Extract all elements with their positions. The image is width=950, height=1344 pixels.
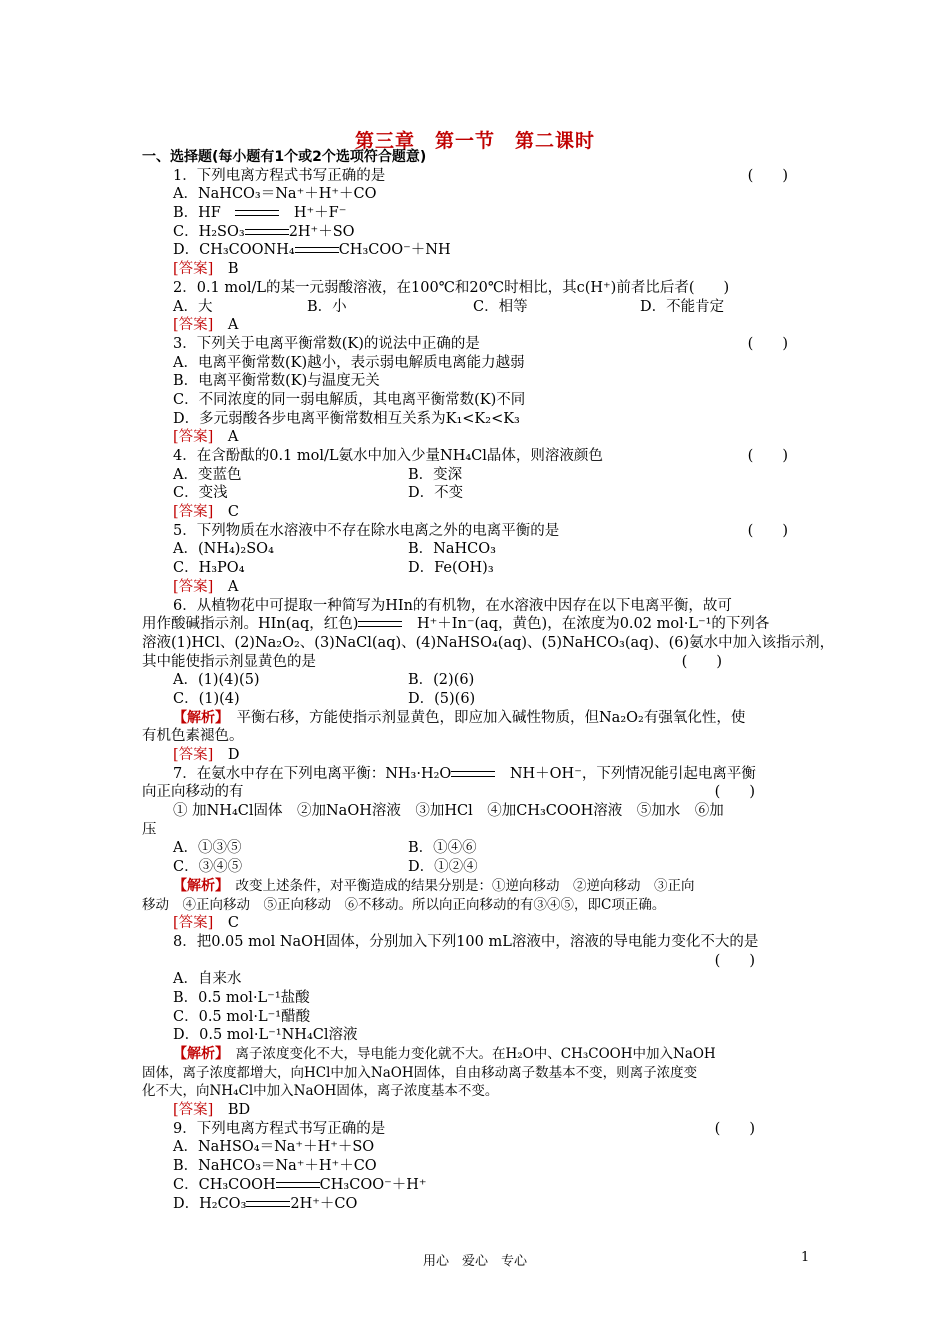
- q1-option-d: D．CH₃COONH₄ CH₃COO⁻＋NH: [173, 242, 451, 259]
- q3-option-d: D．多元弱酸各步电离平衡常数相互关系为K₁<K₂<K₃: [173, 410, 520, 427]
- reversible-arrow-icon: [451, 768, 495, 780]
- page-title: 第三章 第一节 第二课时: [354, 130, 595, 152]
- question-7-line: 7．在氨水中存在下列电离平衡：NH₃·H₂O NH＋OH⁻，下列情况能引起电离平衡: [173, 765, 756, 782]
- question-2-stem: 2．0.1 mol/L的某一元弱酸溶液，在100℃和20℃时相比，其c(H⁺)前者比后者( ): [173, 279, 730, 296]
- q9-option-c: C．CH₃COOH CH₃COO⁻＋H⁺: [173, 1176, 427, 1193]
- q5-options-ab: A．(NH₄)₂SO₄ B．NaHCO₃: [173, 541, 496, 558]
- section-heading: 一、选择题(每小题有1个或2个选项符合题意): [142, 149, 427, 165]
- question-8-stem: 8．把0.05 mol NaOH固体，分别加入下列100 mL溶液中，溶液的导电能力变化不大的是: [173, 933, 759, 950]
- q2-answer: [答案] A: [173, 317, 239, 334]
- q1-option-b: B．HF H⁺＋F⁻: [173, 205, 347, 222]
- answer-paren: ( ): [747, 448, 788, 464]
- question-8-paren: [142, 952, 810, 971]
- q1-answer: [答案] B: [173, 261, 239, 278]
- question-7-line: ① 加NH₄Cl固体 ②加NaOH溶液 ③加HCl ④加CH₃COOH溶液 ⑤加水 ⑥加: [173, 803, 724, 820]
- answer-paren: ( ): [747, 167, 788, 184]
- q7-answer: [答案] C: [173, 915, 239, 932]
- answer-paren: ( ): [747, 335, 788, 352]
- q8-option-d: D．0.5 mol·L⁻¹NH₄Cl溶液: [173, 1027, 358, 1044]
- q8-option-a: A．自来水: [173, 971, 242, 988]
- q6-options-cd: C．(1)(4) D．(5)(6): [173, 690, 476, 707]
- reversible-arrow-icon: [246, 1198, 290, 1210]
- q6-analysis: 有机色素褪色。: [142, 728, 244, 745]
- q8-analysis: 固体，离子浓度都增大，向HCl中加入NaOH固体，自由移动离子数基本不变，则离子浓度变: [142, 1064, 698, 1081]
- reversible-arrow-icon: [276, 1179, 320, 1191]
- q8-answer: [答案] BD: [173, 1102, 251, 1119]
- q7-analysis: 移动 ④正向移动 ⑤正向移动 ⑥不移动。所以向正向移动的有③④⑤，即C项正确。: [142, 896, 666, 913]
- q7-options-cd: C．③④⑤ D．①②④: [173, 859, 478, 876]
- answer-paren: ( ): [714, 784, 755, 801]
- reversible-arrow-icon: [295, 244, 339, 256]
- q3-option-a: A．电离平衡常数(K)越小，表示弱电解质电离能力越弱: [173, 354, 525, 371]
- question-4-stem: 4．在含酚酞的0.1 mol/L氨水中加入少量NH₄Cl晶体，则溶液颜色 ( ): [173, 448, 788, 464]
- reversible-arrow-icon: [358, 618, 402, 630]
- q9-option-a: A．NaHSO₄＝Na⁺＋H⁺＋SO: [173, 1139, 375, 1156]
- q8-option-c: C．0.5 mol·L⁻¹醋酸: [173, 1008, 311, 1025]
- page-number: 1: [801, 1250, 810, 1265]
- q5-answer: [答案] A: [173, 578, 239, 595]
- question-1-stem: 1．下列电离方程式书写正确的是 ( ): [173, 167, 788, 184]
- q9-option-b: B．NaHCO₃＝Na⁺＋H⁺＋CO: [173, 1158, 377, 1175]
- question-6-line: 溶液(1)HCl、(2)Na₂O₂、(3)NaCl(aq)、(4)NaHSO₄(aq)、(5)NaHCO₃(aq)、(6)氨水中加入该指示剂，: [142, 634, 835, 651]
- q6-answer: [答案] D: [173, 747, 240, 763]
- q1-option-a: A．NaHCO₃＝Na⁺＋H⁺＋CO: [173, 186, 377, 203]
- question-6-line: 用作酸碱指示剂。HIn(aq，红色) H⁺＋In⁻(aq，黄色)，在浓度为0.02 mol·L⁻¹的下列各: [142, 616, 770, 633]
- q4-options-ab: A．变蓝色 B．变深: [173, 466, 463, 483]
- question-5-stem: 5．下列物质在水溶液中不存在除水电离之外的电离平衡的是 ( ): [173, 522, 788, 539]
- question-6-line: 其中能使指示剂显黄色的是 ( ): [142, 653, 722, 670]
- question-6-line: 6．从植物花中可提取一种简写为HIn的有机物，在水溶液中因存在以下电离平衡，故可: [173, 597, 732, 614]
- q9-option-d: D．H₂CO₃ 2H⁺＋CO: [173, 1195, 358, 1212]
- question-7-line: 向正向移动的有 ( ): [142, 784, 755, 801]
- q6-analysis: 【解析】 平衡右移，方能使指示剂显黄色，即应加入碱性物质，但Na₂O₂有强氧化性，使: [173, 709, 746, 726]
- answer-paren: ( ): [747, 522, 788, 539]
- q8-analysis: 【解析】 离子浓度变化不大，导电能力变化就不大。在H₂O中、CH₃COOH中加入NaOH: [173, 1046, 716, 1062]
- question-3-stem: 3．下列关于电离平衡常数(K)的说法中正确的是 ( ): [173, 335, 788, 352]
- answer-paren: ( ): [714, 1120, 755, 1137]
- q4-options-cd: C．变浅 D．不变: [173, 485, 464, 502]
- answer-paren: ( ): [681, 653, 722, 670]
- q1-option-c: C．H₂SO₃ 2H⁺＋SO: [173, 223, 355, 240]
- q5-options-cd: C．H₃PO₄ D．Fe(OH)₃: [173, 560, 494, 577]
- q6-options-ab: A．(1)(4)(5) B．(2)(6): [173, 672, 475, 689]
- document-body: [142, 148, 835, 1213]
- reversible-arrow-icon: [245, 226, 289, 238]
- q2-options: A．大 B．小 C．相等 D．不能肯定: [173, 298, 725, 315]
- q3-answer: [答案] A: [173, 429, 239, 446]
- q8-option-b: B．0.5 mol·L⁻¹盐酸: [173, 989, 310, 1006]
- answer-paren: ( ): [714, 952, 755, 969]
- question-7-line: 压: [142, 821, 157, 838]
- q4-answer: [答案] C: [173, 504, 239, 521]
- page-footer: 用心 爱心 专心: [422, 1254, 527, 1269]
- question-9-stem: 9．下列电离方程式书写正确的是 ( ): [173, 1120, 755, 1137]
- q7-options-ab: A．①③⑤ B．①④⑥: [173, 840, 477, 857]
- q3-option-c: C．不同浓度的同一弱电解质，其电离平衡常数(K)不同: [173, 391, 526, 408]
- q3-option-b: B．电离平衡常数(K)与温度无关: [173, 373, 380, 390]
- q8-analysis: 化不大，向NH₄Cl中加入NaOH固体，离子浓度基本不变。: [142, 1083, 499, 1100]
- q7-analysis: 【解析】 改变上述条件，对平衡造成的结果分别是：①逆向移动 ②逆向移动 ③正向: [173, 877, 695, 894]
- reversible-arrow-icon: [235, 207, 279, 219]
